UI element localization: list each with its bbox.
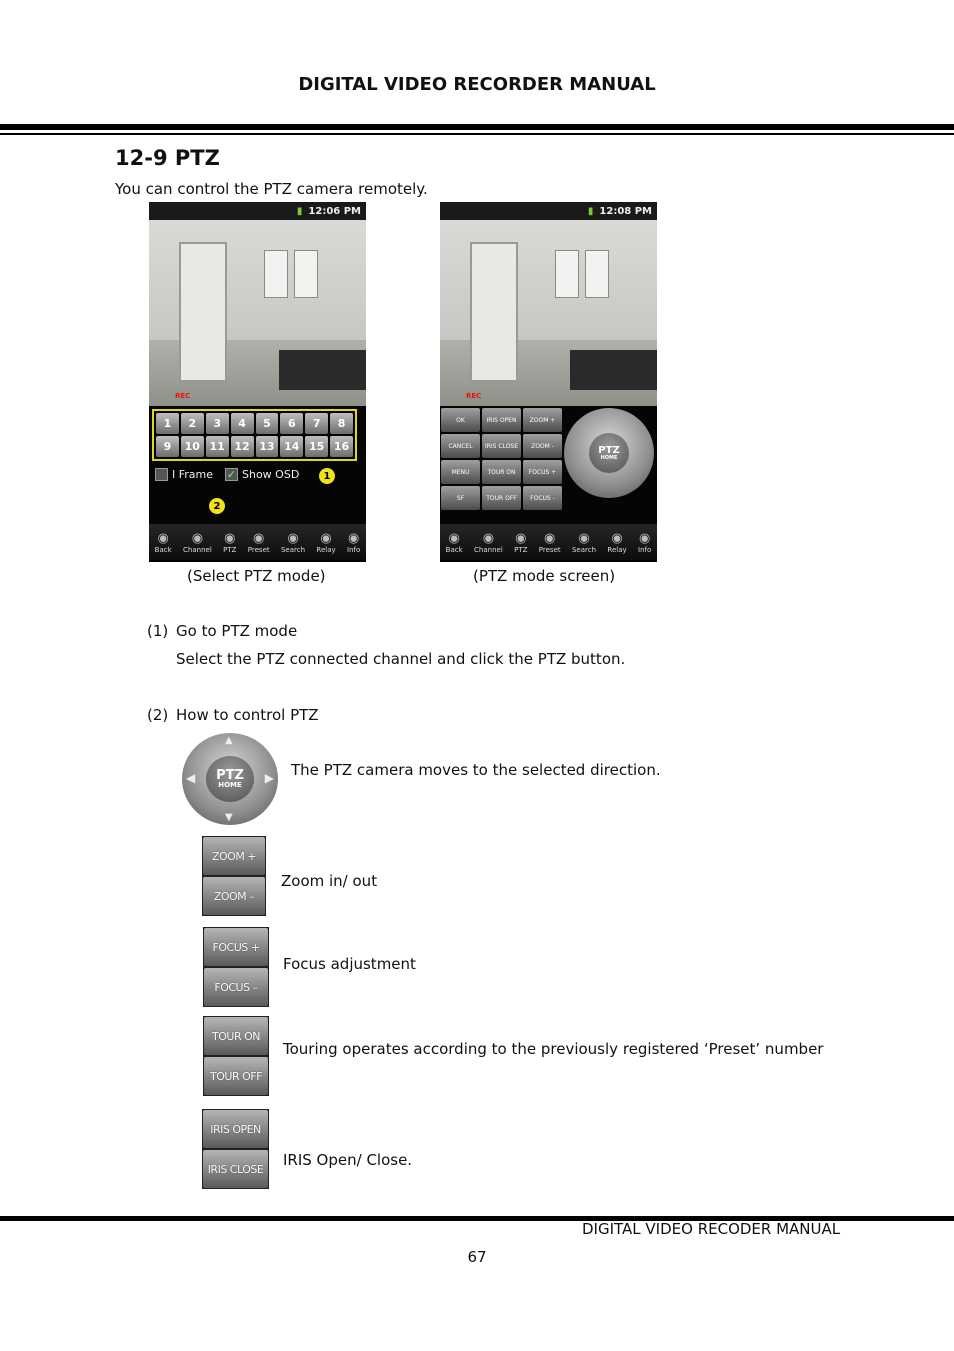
zoom-desc: Zoom in/ out <box>281 872 378 890</box>
caption-select-ptz: (Select PTZ mode) <box>187 567 326 585</box>
bottom-nav <box>149 524 366 560</box>
marker-1: 1 <box>319 468 335 484</box>
status-bar <box>440 202 657 220</box>
header-title: DIGITAL VIDEO RECORDER MANUAL <box>298 74 656 95</box>
ptz-button-col-3 <box>523 408 562 510</box>
nav-icon: ◉ <box>638 530 651 546</box>
section-intro: You can control the PTZ camera remotely. <box>115 180 428 198</box>
nav-item[interactable]: ◉ PTZ <box>223 530 237 554</box>
iris-close-button: IRIS CLOSE <box>203 1150 268 1188</box>
nav-item[interactable]: ◉ Relay <box>607 530 627 554</box>
channel-button[interactable]: 11 <box>206 436 229 457</box>
channel-button[interactable]: 14 <box>280 436 303 457</box>
channel-button[interactable]: 6 <box>280 413 303 434</box>
step-1-number: (1) <box>147 622 169 640</box>
ptz-button[interactable]: FOCUS + <box>523 460 562 484</box>
nav-icon: ◉ <box>482 530 495 546</box>
header-rule-thin <box>0 133 954 135</box>
bottom-nav <box>440 524 657 560</box>
tour-buttons-image <box>203 1016 269 1096</box>
camera-view <box>149 220 366 406</box>
ptz-button[interactable]: CANCEL <box>441 434 480 458</box>
nav-item[interactable]: ◉ Relay <box>316 530 336 554</box>
channel-button[interactable]: 2 <box>181 413 204 434</box>
screenshot-ptz-mode <box>440 202 657 562</box>
ptz-button-col-2 <box>482 408 521 510</box>
nav-icon: ◉ <box>191 530 204 546</box>
arrow-left-icon: ◀ <box>186 771 196 785</box>
nav-item[interactable]: ◉ Search <box>280 530 306 554</box>
screenshot-select-ptz <box>149 202 366 562</box>
step-1-desc: Select the PTZ connected channel and click the PTZ button. <box>176 650 626 668</box>
nav-icon: ◉ <box>320 530 332 546</box>
ptz-button[interactable]: OK <box>441 408 480 432</box>
nav-item[interactable]: ◉ Info <box>638 530 652 554</box>
rec-label: REC <box>175 392 191 400</box>
focus-minus-button: FOCUS – <box>204 968 268 1006</box>
zoom-in-button: ZOOM + <box>203 837 265 875</box>
header-rule <box>0 124 954 130</box>
nav-item[interactable]: ◉ Channel <box>183 530 212 554</box>
channel-button[interactable]: 15 <box>305 436 328 457</box>
ptz-button[interactable]: SF <box>441 486 480 510</box>
ptz-button[interactable]: TOUR OFF <box>482 486 521 510</box>
nav-item[interactable]: ◉ Info <box>347 530 361 554</box>
ptz-button[interactable]: ZOOM + <box>523 408 562 432</box>
nav-icon: ◉ <box>611 530 623 546</box>
focus-buttons-image <box>203 927 269 1007</box>
nav-icon: ◉ <box>515 530 527 546</box>
nav-item[interactable]: ◉ Preset <box>247 530 270 554</box>
step-2-title: How to control PTZ <box>176 706 319 724</box>
footer-title: DIGITAL VIDEO RECODER MANUAL <box>582 1220 841 1238</box>
nav-item[interactable]: ◉ Back <box>154 530 172 554</box>
nav-icon: ◉ <box>448 530 460 546</box>
tour-on-button: TOUR ON <box>204 1017 268 1055</box>
arrow-up-icon: ▲ <box>225 735 233 746</box>
channel-button[interactable]: 9 <box>156 436 179 457</box>
status-bar <box>149 202 366 220</box>
nav-icon: ◉ <box>544 530 556 546</box>
ptz-panel <box>440 406 657 524</box>
nav-icon: ◉ <box>253 530 265 546</box>
battery-icon: ▮ <box>587 205 594 217</box>
step-1-title: Go to PTZ mode <box>176 622 298 640</box>
ptz-direction-pad[interactable]: PTZ HOME <box>564 408 654 498</box>
channel-grid <box>152 409 357 461</box>
channel-button[interactable]: 3 <box>206 413 229 434</box>
channel-button[interactable]: 1 <box>156 413 179 434</box>
nav-icon: ◉ <box>578 530 590 546</box>
battery-icon: ▮ <box>296 205 303 217</box>
channel-button[interactable]: 7 <box>305 413 328 434</box>
channel-button[interactable]: 8 <box>330 413 353 434</box>
channel-button[interactable]: 5 <box>256 413 279 434</box>
zoom-buttons-image <box>202 836 266 916</box>
ptz-button[interactable]: TOUR ON <box>482 460 521 484</box>
nav-item[interactable]: ◉ PTZ <box>514 530 528 554</box>
iris-desc: IRIS Open/ Close. <box>283 1151 413 1169</box>
status-time: 12:08 PM <box>599 205 652 217</box>
marker-2: 2 <box>209 498 225 514</box>
channel-button[interactable]: 16 <box>330 436 353 457</box>
ptz-button[interactable]: MENU <box>441 460 480 484</box>
nav-icon: ◉ <box>347 530 360 546</box>
step-2-number: (2) <box>147 706 169 724</box>
camera-view <box>440 220 657 406</box>
channel-button[interactable]: 4 <box>231 413 254 434</box>
arrow-down-icon: ▼ <box>225 812 233 823</box>
iframe-checkbox[interactable]: I Frame <box>155 468 213 481</box>
status-time: 12:06 PM <box>308 205 361 217</box>
show-osd-checkbox[interactable]: ✓ Show OSD <box>226 468 300 481</box>
focus-desc: Focus adjustment <box>283 955 416 973</box>
caption-ptz-mode: (PTZ mode screen) <box>473 567 616 585</box>
channel-panel <box>149 406 366 524</box>
tour-desc: Touring operates according to the previously registered ‘Preset’ number <box>283 1040 824 1058</box>
ptz-button[interactable]: IRIS OPEN <box>482 408 521 432</box>
page-number: 67 <box>467 1248 487 1266</box>
iris-open-button: IRIS OPEN <box>203 1110 268 1148</box>
pad-desc: The PTZ camera moves to the selected direction. <box>291 761 661 779</box>
nav-icon: ◉ <box>224 530 236 546</box>
ptz-button-col-1 <box>441 408 480 510</box>
nav-icon: ◉ <box>157 530 169 546</box>
rec-label: REC <box>466 392 482 400</box>
nav-item[interactable]: ◉ Preset <box>538 530 561 554</box>
arrow-right-icon: ▶ <box>264 771 274 785</box>
ptz-button[interactable]: FOCUS - <box>523 486 562 510</box>
section-title: 12-9 PTZ <box>115 146 220 170</box>
ptz-pad-image: PTZ HOME ▲ ▼ ◀ ▶ <box>182 733 278 825</box>
nav-item[interactable]: ◉ Back <box>445 530 463 554</box>
ptz-button[interactable]: ZOOM - <box>523 434 562 458</box>
zoom-out-button: ZOOM – <box>203 877 265 915</box>
nav-icon: ◉ <box>287 530 299 546</box>
channel-button[interactable]: 12 <box>231 436 254 457</box>
ptz-button[interactable]: IRIS CLOSE <box>482 434 521 458</box>
tour-off-button: TOUR OFF <box>204 1057 268 1095</box>
nav-item[interactable]: ◉ Search <box>571 530 597 554</box>
channel-button[interactable]: 10 <box>181 436 204 457</box>
nav-item[interactable]: ◉ Channel <box>474 530 503 554</box>
focus-plus-button: FOCUS + <box>204 928 268 966</box>
channel-button[interactable]: 13 <box>256 436 279 457</box>
iris-buttons-image <box>202 1109 269 1189</box>
